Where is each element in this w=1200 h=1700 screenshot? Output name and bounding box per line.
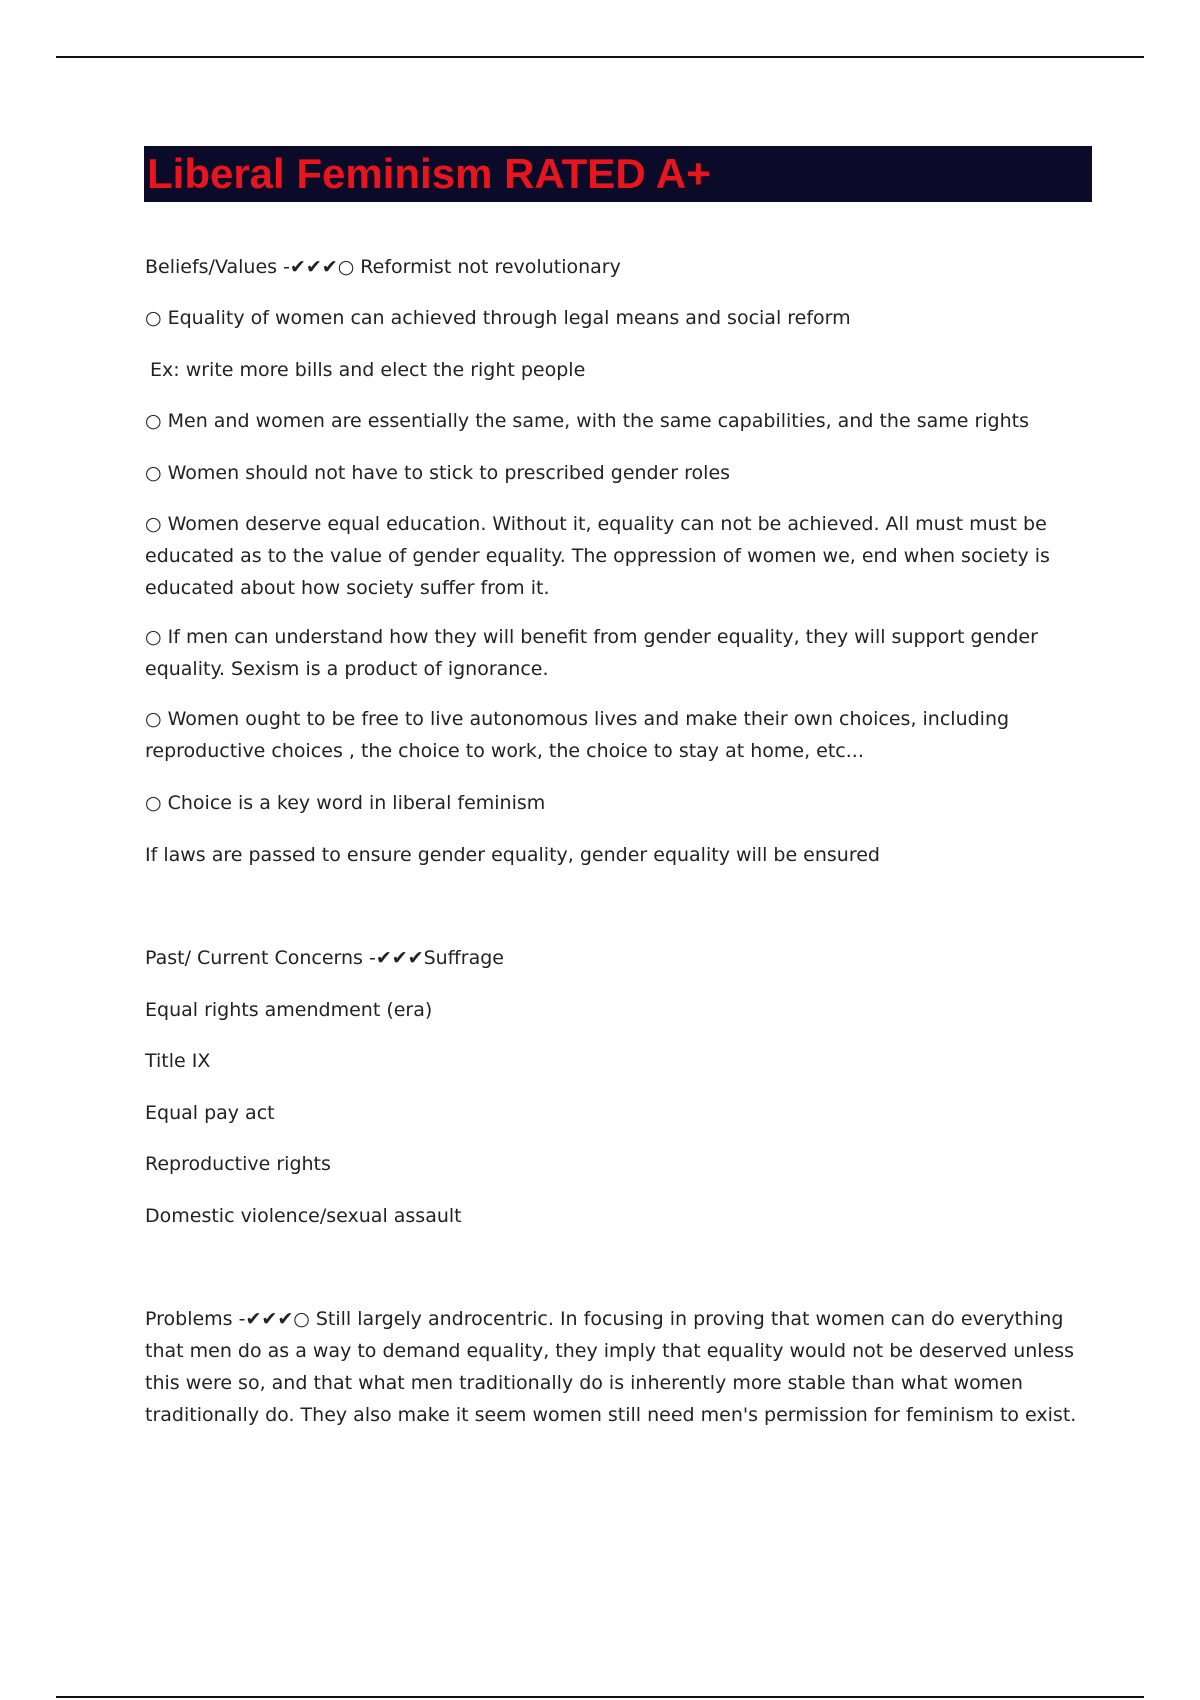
beliefs-item: ○ Equality of women can achieved through legal means and social reform [145,307,851,329]
beliefs-item: ○ Men and women are essentially the same, with the same capabilities, and the same rights [145,410,1030,432]
beliefs-item: ○ Women deserve equal education. Without it, equality can not be achieved. All must must be educated as to the value of gender equality. The oppression of women we, end when society is educated about how society suffer from it. [145,513,1050,599]
beliefs-example: Ex: write more bills and elect the right people [150,359,586,381]
title-banner [144,146,1092,202]
problems-paragraph: Problems -✔✔✔○ Still largely androcentric. In focusing in proving that women can do everything that men do as a way to demand equality, they imply that equality would not be deserved unless this were so, and that what men traditionally do is inherently more stable than what women traditionally do. They also make it seem women still need men's permission for feminism to exist. [145,1308,1077,1426]
concerns-item: Title IX [145,1050,211,1072]
bottom-rule [56,1696,1144,1698]
document-title: Liberal Feminism RATED A+ [147,150,711,197]
beliefs-heading: Beliefs/Values -✔✔✔○ Reformist not revolutionary [145,256,621,278]
beliefs-item: ○ Choice is a key word in liberal feminism [145,792,546,814]
concerns-item: Reproductive rights [145,1153,331,1175]
beliefs-item: ○ Women ought to be free to live autonomous lives and make their own choices, including reproductive choices , the choice to work, the choice to stay at home, etc... [145,708,1010,762]
beliefs-item: ○ Women should not have to stick to prescribed gender roles [145,462,731,484]
concerns-item: Domestic violence/sexual assault [145,1205,462,1227]
top-rule [56,56,1144,58]
beliefs-item: ○ If men can understand how they will benefit from gender equality, they will support gender equality. Sexism is a product of ignorance. [145,626,1038,680]
concerns-item: Equal rights amendment (era) [145,999,433,1021]
concerns-heading: Past/ Current Concerns -✔✔✔Suffrage [145,947,504,969]
concerns-item: Equal pay act [145,1102,275,1124]
beliefs-conclusion: If laws are passed to ensure gender equality, gender equality will be ensured [145,844,880,866]
